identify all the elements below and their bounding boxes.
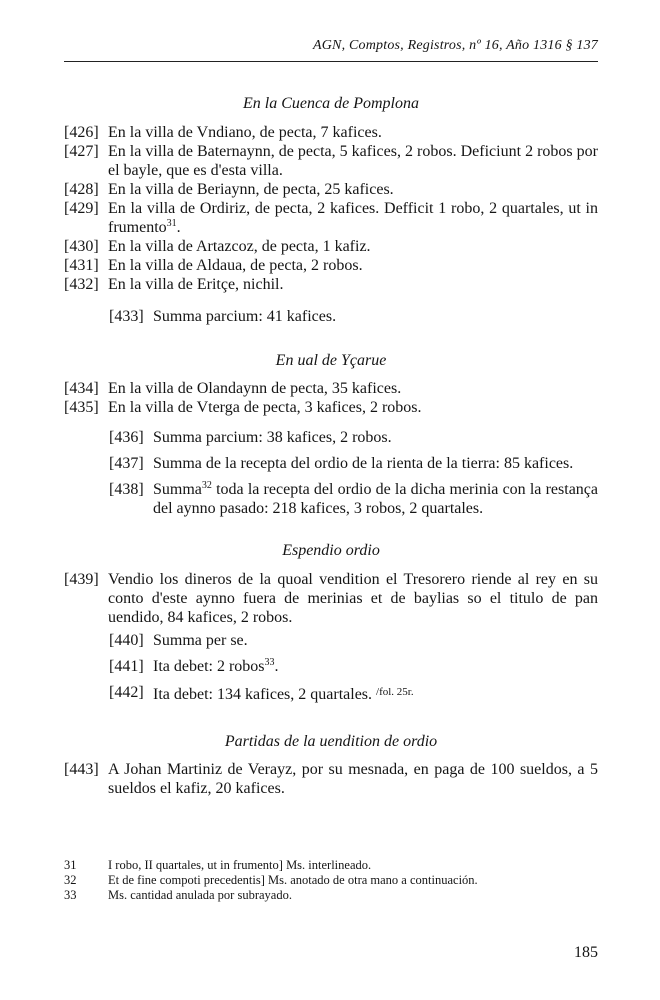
entry-436 [109, 428, 598, 447]
entry-number: [426] [64, 124, 99, 141]
entry-number: [428] [64, 181, 99, 198]
footnote-33 [64, 888, 598, 903]
section-heading-ycarue: En ual de Yçarue [275, 352, 387, 369]
entry-text: Summa per se. [153, 632, 248, 649]
entry-text: En la villa de Baternaynn, de pecta, 5 kafices, 2 robos. Deficiunt 2 robos por el bayle, que es d'esta villa. [108, 143, 598, 179]
entry-number: [427] [64, 143, 99, 160]
entry-text: En la villa de Beriaynn, de pecta, 25 kafices. [108, 181, 394, 198]
footnote-number: 31 [64, 858, 77, 872]
entry-number: [434] [64, 380, 99, 397]
entry-number: [438] [109, 481, 144, 498]
entry-text: En la villa de Vndiano, de pecta, 7 kafices. [108, 124, 382, 141]
entry-number: [430] [64, 238, 99, 255]
entry-number: [442] [109, 684, 144, 701]
section-heading-cuenca: En la Cuenca de Pomplona [243, 95, 419, 112]
entry-number: [431] [64, 257, 99, 274]
footnote-32 [64, 873, 598, 888]
section-heading-partidas: Partidas de la uendition de ordio [224, 733, 438, 750]
entry-text: Summa de la recepta del ordio de la rienta de la tierra: 85 kafices. [153, 455, 574, 472]
entry-text-wrap [109, 657, 598, 676]
entry-number: [440] [109, 632, 144, 649]
entry-text: Summa parcium: 38 kafices, 2 robos. [153, 429, 392, 446]
entry-text: A Johan Martiniz de Verayz, por su mesnada, en paga de 100 sueldos, a 5 sueldos el kafiz, 20 kafices. [108, 761, 598, 797]
footnote-31 [64, 858, 598, 873]
entry-text-after: . [176, 219, 181, 236]
entry-number: [443] [64, 761, 99, 778]
entry-text: En la villa de Ordiriz, de pecta, 2 kafices. Defficit 1 robo, 2 quartales, ut in frumento [108, 200, 598, 236]
footnote-text: I robo, II quartales, ut in frumento] Ms. interlineado. [108, 858, 372, 872]
page-number: 185 [574, 944, 598, 961]
entry-number: [436] [109, 429, 144, 446]
entry-427 [64, 142, 598, 180]
entry-text: En la villa de Vterga de pecta, 3 kafices, 2 robos. [108, 399, 422, 416]
footnotes [64, 858, 598, 903]
entry-text: Ita debet: 2 robos [153, 658, 265, 675]
entry-442 [109, 683, 598, 704]
entry-text-pre: Summa [153, 481, 202, 498]
footnote-ref-33: 33 [264, 657, 275, 668]
entry-text: Ita debet: 134 kafices, 2 quartales. [153, 686, 377, 703]
running-head: AGN, Comptos, Registros, nº 16, Año 1316 § 137 [313, 38, 598, 53]
entry-426 [64, 123, 598, 142]
footnote-text: Ms. cantidad anulada por subrayado. [108, 888, 292, 902]
entry-text: Vendio los dineros de la quoal vendition el Tresorero riende al rey en su conto d'este aynno fuera de merinias et de baylias so el titulo de pan uendido, 84 kafices, 2 robos. [108, 571, 598, 626]
section-heading-espendio: Espendio ordio [282, 542, 380, 559]
entry-text-wrap [109, 480, 598, 518]
entry-text: En la villa de Eritçe, nichil. [108, 276, 284, 293]
entry-440 [109, 631, 598, 650]
footnote-number: 32 [64, 873, 77, 887]
footnote-ref-31: 31 [166, 218, 177, 229]
entry-text: En la villa de Olandaynn de pecta, 35 kafices. [108, 380, 402, 397]
entry-text-wrap [64, 199, 598, 237]
entry-438 [109, 480, 598, 518]
entry-431 [64, 256, 598, 275]
entry-text: En la villa de Artazcoz, de pecta, 1 kafiz. [108, 238, 371, 255]
entry-text: toda la recepta del ordio de la dicha merinia con la restança del aynno pasado: 218 kafices, 3 robos, 2 quartales. [153, 481, 598, 517]
footnote-number: 33 [64, 888, 77, 902]
entry-text: Summa parcium: 41 kafices. [153, 308, 337, 325]
entry-437 [109, 454, 598, 473]
entry-435 [64, 398, 598, 417]
entry-439 [64, 570, 598, 627]
entry-432 [64, 275, 598, 294]
entry-number: [441] [109, 658, 144, 675]
footnote-text: Et de fine compoti precedentis] Ms. anotado de otra mano a continuación. [108, 873, 478, 887]
entry-434 [64, 379, 598, 398]
folio-marker: /fol. 25r. [376, 686, 414, 698]
footnote-ref-32: 32 [201, 480, 212, 491]
entry-number: [435] [64, 399, 99, 416]
entry-text-after: . [274, 658, 279, 675]
entry-433 [109, 307, 598, 326]
header-rule [64, 61, 598, 62]
entry-441 [109, 657, 598, 676]
entry-number: [429] [64, 200, 99, 217]
entry-text: En la villa de Aldaua, de pecta, 2 robos. [108, 257, 363, 274]
entry-430 [64, 237, 598, 256]
entry-number: [439] [64, 571, 99, 588]
entry-429 [64, 199, 598, 237]
entry-text-wrap [109, 683, 598, 704]
entry-428 [64, 180, 598, 199]
entry-number: [432] [64, 276, 99, 293]
entry-number: [437] [109, 455, 144, 472]
entry-number: [433] [109, 308, 144, 325]
entry-443 [64, 760, 598, 798]
